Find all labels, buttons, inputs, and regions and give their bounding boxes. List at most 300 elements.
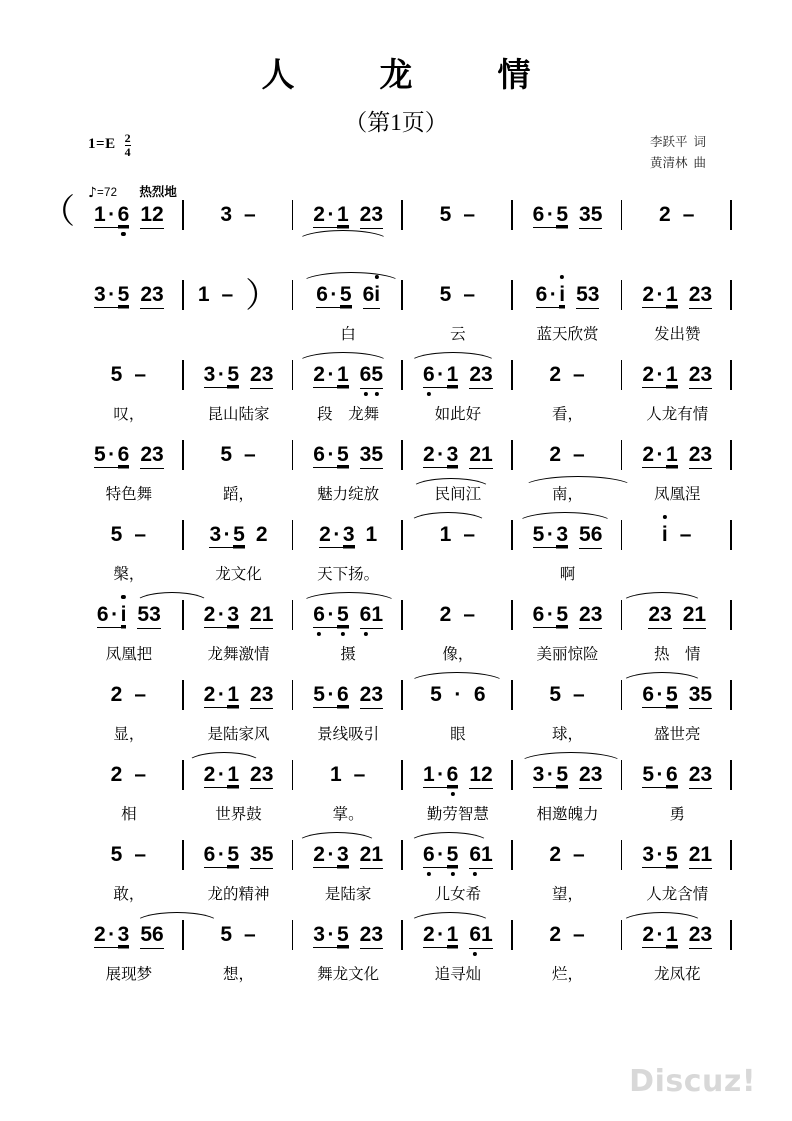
- note-token: [197, 284, 211, 305]
- lyric-text: 昆山陆家: [207, 406, 270, 423]
- lyric-text: 摄: [340, 646, 356, 663]
- lyric-cell: [293, 802, 403, 824]
- dotted-beam-group: [423, 364, 458, 388]
- lyric-text: 景线吸引: [317, 726, 380, 743]
- note-token: [315, 284, 352, 308]
- note-number: 3: [152, 283, 164, 306]
- beamed-eighth-group: [469, 363, 492, 389]
- note-token: [312, 444, 349, 468]
- note-token: [312, 924, 349, 948]
- quarter-note-number: [198, 283, 210, 306]
- sustain-dash: –: [463, 523, 476, 546]
- note-token: [548, 364, 562, 385]
- note-token: [96, 604, 128, 628]
- open-paren: （: [41, 194, 75, 231]
- lyricist-name: 李跃平: [649, 135, 688, 149]
- lyric-text: 世界鼓: [215, 806, 262, 823]
- measure: [513, 916, 623, 962]
- note-number: 5: [110, 523, 123, 546]
- quarter-note-number: [366, 523, 378, 546]
- note-number: 1: [666, 443, 678, 466]
- augmentation-dot: ·: [333, 523, 341, 546]
- note-number: 3: [117, 923, 130, 946]
- lyric-cell: [293, 962, 403, 984]
- note-number: 6: [422, 843, 435, 866]
- lyric-text: 是陆家风: [207, 726, 270, 743]
- quarter-note-number: [220, 203, 232, 226]
- dotted-beam-group: [316, 284, 351, 308]
- lyric-cell: [403, 402, 513, 424]
- beamed-eighth-group: [469, 923, 492, 949]
- note-token: [532, 604, 569, 628]
- augmentation-dot: ·: [108, 203, 116, 226]
- note-token: [136, 604, 161, 625]
- note-number: 5: [220, 923, 232, 946]
- staff-row: [0, 676, 792, 756]
- staff-row: [0, 756, 792, 836]
- note-number: 3: [579, 203, 591, 226]
- note-number: 3: [336, 843, 349, 866]
- note-token: [468, 764, 493, 785]
- note-number: 5: [220, 443, 232, 466]
- note-number: 1: [694, 603, 707, 626]
- sixteenth-note: [556, 764, 568, 785]
- note-number: 3: [220, 203, 232, 226]
- beamed-eighth-group: [689, 763, 712, 789]
- note-number: 6: [316, 283, 328, 306]
- dotted-beam-group: [533, 764, 568, 788]
- augmentation-dot: ·: [327, 443, 335, 466]
- note-number: 3: [342, 523, 355, 546]
- sixteenth-note: [227, 844, 239, 865]
- note-number: 1: [481, 923, 493, 946]
- augmentation-dot: ·: [327, 843, 335, 866]
- lyric-text: 敢，: [113, 886, 145, 903]
- beamed-eighth-group: [648, 603, 671, 629]
- dotted-beam-group: [642, 684, 677, 708]
- lyric-line: [0, 482, 792, 508]
- augmentation-dot: ·: [656, 443, 664, 466]
- note-number: 1: [371, 843, 384, 866]
- staff-row: [0, 196, 792, 276]
- lyric-cell: [184, 642, 294, 664]
- measure: [293, 836, 403, 882]
- augmentation-dot: ·: [327, 203, 335, 226]
- measure: [513, 436, 623, 482]
- note-number: 1: [329, 763, 342, 786]
- note-number: 1: [666, 283, 678, 306]
- key-label: 1=: [88, 135, 106, 152]
- measure: [184, 196, 294, 242]
- beamed-eighth-group: [140, 923, 163, 949]
- note-number: 1: [197, 283, 210, 306]
- lyric-text: 特色舞: [105, 486, 153, 503]
- note-number: 3: [700, 763, 713, 786]
- note-number: 6: [117, 443, 130, 466]
- note-token: [468, 924, 493, 945]
- quarter-note-number: [549, 443, 561, 466]
- sustain-dash: –: [244, 203, 256, 226]
- note-number: 5: [439, 203, 452, 226]
- dotted-beam-group: [204, 604, 239, 628]
- composer-role: 曲: [693, 155, 706, 170]
- quarter-note-number: [111, 523, 123, 546]
- quarter-note-number: [549, 923, 561, 946]
- quarter-note-number: [662, 523, 668, 546]
- lyric-cell: [403, 882, 513, 904]
- measure: [293, 436, 403, 482]
- note-number: 5: [261, 843, 274, 866]
- lyric-text: 勤劳智慧: [426, 806, 489, 823]
- note-line: [0, 436, 792, 482]
- note-number: 5: [336, 443, 349, 466]
- note-token: [139, 924, 164, 945]
- note-token: [203, 764, 240, 788]
- beamed-eighth-group: [469, 443, 492, 469]
- lyric-cell: [403, 722, 513, 744]
- lyric-text: 如此好: [434, 406, 482, 423]
- dotted-beam-group: [209, 524, 244, 548]
- measure: [622, 676, 732, 722]
- sixteenth-note: [559, 284, 565, 305]
- sustain-dash: –: [573, 923, 585, 946]
- note-token: [548, 444, 562, 465]
- note-number: 3: [250, 843, 262, 866]
- lyric-cell: [622, 322, 732, 344]
- key-value: E: [105, 135, 116, 152]
- beamed-eighth-group: [250, 683, 273, 709]
- lyric-cell: [622, 962, 732, 984]
- sixteenth-note: [666, 764, 678, 785]
- note-number: 2: [313, 843, 325, 866]
- sustain-dash: –: [682, 203, 695, 226]
- note-token: [359, 364, 384, 385]
- beamed-eighth-group: [689, 843, 712, 869]
- beamed-eighth-group: [683, 603, 706, 629]
- measure: [622, 516, 732, 562]
- note-number: 3: [688, 683, 701, 706]
- augmentation-dot: ·: [437, 923, 445, 946]
- sustain-dash: –: [244, 443, 256, 466]
- note-token: [110, 364, 124, 385]
- sixteenth-note: [447, 364, 459, 385]
- note-number: 6: [359, 363, 372, 386]
- augmentation-dot: ·: [327, 683, 335, 706]
- note-number: 2: [642, 923, 654, 946]
- tempo-bpm: =72: [96, 187, 118, 199]
- note-number: 2: [93, 923, 106, 946]
- note-number: 2: [469, 443, 482, 466]
- note-number: 3: [590, 603, 603, 626]
- sixteenth-note: [556, 524, 568, 545]
- sixteenth-note: [118, 924, 130, 945]
- augmentation-dot: ·: [656, 363, 664, 386]
- lyric-cell: [184, 562, 294, 584]
- sixteenth-note: [447, 764, 459, 785]
- measure: [293, 196, 403, 242]
- note-token: [688, 764, 713, 785]
- sixteenth-note: [337, 364, 349, 385]
- note-number: 6: [313, 603, 325, 626]
- note-number: 1: [700, 843, 713, 866]
- note-line: [0, 916, 792, 962]
- lyric-line: [0, 402, 792, 428]
- note-number: 3: [590, 763, 603, 786]
- dotted-beam-group: [536, 284, 566, 308]
- measure: [403, 916, 513, 962]
- note-number: 3: [446, 443, 459, 466]
- note-token: [532, 204, 569, 228]
- composer-name: 黄清林: [649, 155, 688, 170]
- note-number: 5: [313, 683, 325, 706]
- sustain-dash: –: [573, 443, 585, 466]
- note-number: 3: [203, 363, 216, 386]
- note-number: 5: [666, 843, 678, 866]
- dotted-beam-group: [313, 204, 348, 228]
- augmentation-dot: ·: [546, 603, 554, 626]
- lyric-text: 龙文化: [215, 566, 262, 583]
- note-token: [658, 204, 672, 225]
- note-number: 3: [532, 763, 545, 786]
- page-subtitle: （第1页）: [344, 110, 448, 135]
- lyric-cell: [403, 642, 513, 664]
- lyric-cell: [74, 962, 184, 984]
- measure: [74, 196, 184, 242]
- note-number: 2: [359, 203, 372, 226]
- note-number: 3: [359, 443, 372, 466]
- page-title: 人 龙 情: [261, 56, 557, 93]
- note-number: 6: [96, 603, 109, 626]
- note-token: [682, 604, 707, 625]
- note-number: 5: [590, 203, 603, 226]
- note-token: [422, 764, 459, 788]
- measure: [74, 276, 184, 322]
- lyric-line: [0, 722, 792, 748]
- lyric-text: 盛世亮: [653, 726, 701, 743]
- note-number: 3: [261, 363, 274, 386]
- note-token: [548, 924, 562, 945]
- note-token: [110, 844, 124, 865]
- measure: [184, 276, 294, 322]
- note-token: [439, 524, 453, 545]
- note-number: 1: [365, 523, 378, 546]
- measure: [622, 596, 732, 642]
- sixteenth-note: [666, 364, 678, 385]
- dotted-beam-group: [94, 924, 129, 948]
- key-signature-block: [88, 131, 131, 157]
- measure: [622, 756, 732, 802]
- lyric-text: 南，: [552, 486, 584, 503]
- dotted-beam-group: [642, 924, 677, 948]
- note-number: 3: [261, 683, 274, 706]
- sixteenth-note: [227, 684, 239, 705]
- lyric-text: 白: [340, 326, 356, 343]
- note-number: 2: [203, 763, 216, 786]
- note-number: 5: [371, 363, 384, 386]
- dotted-beam-group: [642, 444, 677, 468]
- measure: [74, 436, 184, 482]
- beamed-eighth-group: [140, 203, 163, 229]
- note-line: [0, 676, 792, 722]
- meter-numerator: 2: [124, 131, 131, 145]
- measure: [74, 676, 184, 722]
- measure: [184, 516, 294, 562]
- note-number: 6: [152, 923, 164, 946]
- lyric-cell: [513, 722, 623, 744]
- beamed-eighth-group: [469, 763, 492, 789]
- measure: [293, 276, 403, 322]
- sixteenth-note: [233, 524, 245, 545]
- note-number: 2: [549, 443, 562, 466]
- lyric-cell: [403, 802, 513, 824]
- note-token: [578, 524, 603, 545]
- measure: [513, 516, 623, 562]
- lyric-text: 发出赞: [653, 326, 701, 343]
- beamed-eighth-group: [579, 523, 602, 549]
- augmentation-dot: ·: [223, 523, 231, 546]
- note-token: [93, 924, 130, 948]
- note-token: [359, 444, 384, 465]
- quarter-note-number: [659, 203, 671, 226]
- quarter-note-number: [440, 283, 452, 306]
- sixteenth-note: [666, 844, 678, 865]
- note-number: 1: [261, 603, 274, 626]
- dotted-beam-group: [319, 524, 354, 548]
- note-token: [688, 844, 713, 865]
- sustain-dash: –: [134, 843, 147, 866]
- sustain-dash: –: [573, 683, 585, 706]
- sixteenth-note: [227, 604, 239, 625]
- dotted-beam-group: [642, 764, 677, 788]
- note-token: [208, 524, 245, 548]
- beamed-eighth-group: [689, 443, 712, 469]
- sustain-dash: –: [463, 283, 476, 306]
- note-number: 5: [137, 603, 150, 626]
- note-token: [312, 204, 349, 228]
- augmentation-dot: ·: [546, 763, 554, 786]
- note-number: 1: [446, 363, 459, 386]
- staff-row: [0, 916, 792, 996]
- lyric-cell: [513, 802, 623, 824]
- note-token: [365, 524, 379, 545]
- lyric-text: 凤凰涅: [653, 486, 701, 503]
- dotted-beam-group: [642, 364, 677, 388]
- note-number: 2: [140, 283, 153, 306]
- lyric-text: 显，: [113, 726, 145, 743]
- measure: [184, 756, 294, 802]
- note-token: [641, 844, 678, 868]
- beamed-eighth-group: [576, 283, 599, 309]
- lyric-cell: [622, 882, 732, 904]
- note-number: 3: [371, 203, 384, 226]
- note-number: 5: [336, 923, 349, 946]
- quarter-note-number: [440, 523, 452, 546]
- note-token: [110, 524, 124, 545]
- note-number: 3: [660, 603, 672, 626]
- note-token: [93, 284, 130, 308]
- measure: [403, 596, 513, 642]
- quarter-note-number: [330, 763, 342, 786]
- quarter-note-number: [549, 363, 561, 386]
- note-token: [535, 284, 567, 308]
- note-number: 3: [227, 603, 239, 626]
- note-number: 1: [666, 363, 678, 386]
- dotted-beam-group: [313, 604, 348, 628]
- note-number: 3: [587, 283, 600, 306]
- lyric-cell: [513, 322, 623, 344]
- quarter-note-number: [440, 603, 452, 626]
- sustain-dash: –: [221, 283, 234, 306]
- note-number: 2: [250, 603, 262, 626]
- note-number: i: [559, 283, 566, 306]
- sixteenth-note: [227, 364, 239, 385]
- note-token: [578, 764, 603, 785]
- note-token: [422, 924, 459, 948]
- measure: [293, 356, 403, 402]
- note-number: 5: [642, 763, 654, 786]
- sixteenth-note: [227, 764, 239, 785]
- lyric-text: 民间江: [434, 486, 482, 503]
- lyric-text: 烂，: [552, 966, 584, 983]
- note-number: 6: [532, 603, 545, 626]
- lyric-cell: [74, 642, 184, 664]
- note-token: [249, 844, 274, 865]
- note-number: 5: [446, 843, 459, 866]
- note-token: [468, 844, 493, 865]
- note-number: 2: [152, 203, 164, 226]
- lyric-text: 槃，: [113, 566, 145, 583]
- lyric-cell: [184, 402, 294, 424]
- sixteenth-note: [337, 444, 349, 465]
- note-number: 2: [313, 203, 325, 226]
- note-token: [548, 684, 562, 705]
- note-number: 1: [469, 763, 482, 786]
- measure: [184, 596, 294, 642]
- sixteenth-note: [447, 444, 459, 465]
- note-token: [359, 924, 384, 945]
- lyric-text: 美丽惊险: [536, 646, 599, 663]
- note-token: [203, 684, 240, 708]
- beamed-eighth-group: [140, 283, 163, 309]
- lyric-text: 人龙有情: [646, 406, 709, 423]
- note-token: [139, 204, 164, 225]
- note-number: 6: [313, 443, 325, 466]
- note-token: [359, 844, 384, 865]
- note-number: i: [661, 523, 668, 546]
- dotted-beam-group: [642, 284, 677, 308]
- note-number: 5: [556, 763, 569, 786]
- measure: [403, 516, 513, 562]
- note-token: [312, 844, 349, 868]
- note-token: [473, 684, 487, 705]
- note-token: [203, 604, 240, 628]
- note-token: [359, 204, 384, 225]
- note-token: [139, 284, 164, 305]
- expression-marking: 热烈地: [139, 185, 177, 199]
- lyric-text: 云: [450, 326, 466, 343]
- sustain-dash: –: [463, 203, 476, 226]
- note-number: 1: [422, 763, 435, 786]
- note-token: [362, 284, 382, 305]
- note-line: [0, 196, 792, 242]
- note-number: 6: [590, 523, 603, 546]
- note-number: 5: [556, 203, 569, 226]
- note-number: 2: [422, 923, 435, 946]
- measure: [513, 196, 623, 242]
- note-token: [110, 764, 124, 785]
- lyric-line: [0, 242, 792, 268]
- note-number: 2: [359, 683, 372, 706]
